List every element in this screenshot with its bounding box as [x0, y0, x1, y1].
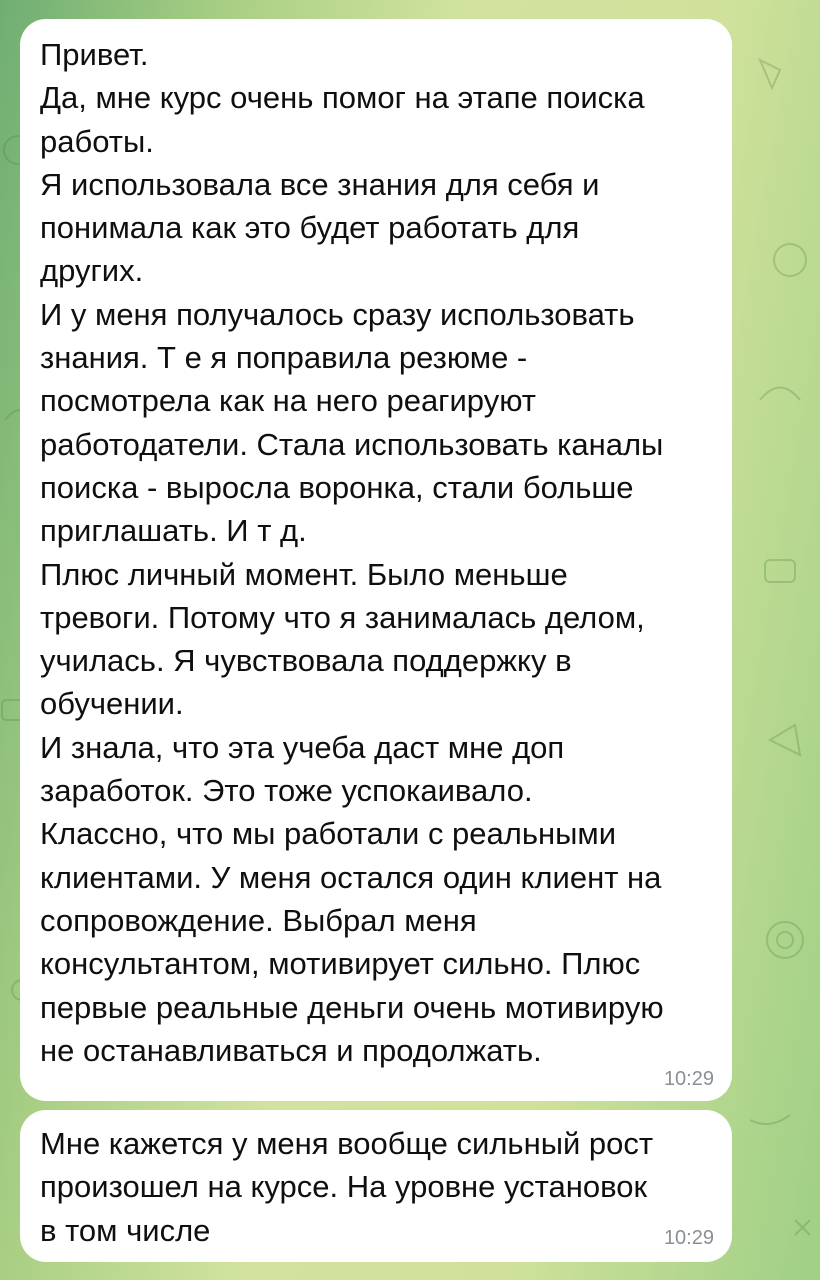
- message-text-line: в том числе: [40, 1212, 211, 1248]
- message-text-line: первые реальные деньги очень мотивирую: [40, 989, 664, 1025]
- message-timestamp: 10:29: [663, 1068, 714, 1090]
- message-text-line: поиска - выросла воронка, стали больше: [40, 469, 634, 505]
- message-timestamp: 10:29: [663, 1227, 714, 1249]
- message-text-line: обучении.: [40, 686, 184, 722]
- message-text-line: Привет.: [40, 37, 149, 72]
- message-text-line: понимала как это будет работать для: [40, 210, 580, 246]
- message-text-line: Да, мне курс очень помог на этапе поиска: [40, 80, 645, 116]
- message-text-line: работодатели. Стала использовать каналы: [40, 426, 664, 462]
- message-text-line: клиентами. У меня остался один клиент на: [40, 859, 662, 895]
- message-text-line: тревоги. Потому что я занималась делом,: [40, 599, 645, 635]
- message-text-line: Мне кажется у меня вообще сильный рост: [40, 1126, 654, 1161]
- message-text-line: посмотрела как на него реагируют: [40, 383, 536, 419]
- message-text-line: не останавливаться и продолжать.: [40, 1032, 542, 1068]
- message-text-line: И знала, что эта учеба даст мне доп: [40, 729, 565, 765]
- message-text-line: работы.: [40, 123, 154, 159]
- message-text-line: приглашать. И т д.: [40, 513, 307, 549]
- message-text-line: других.: [40, 253, 144, 289]
- message-text-line: знания. Т е я поправила резюме -: [40, 340, 528, 376]
- message-text-line: Я использовала все знания для себя и: [40, 166, 600, 202]
- message-text-line: заработок. Это тоже успокаивало.: [40, 773, 533, 809]
- message-text-line: И у меня получалось сразу использовать: [40, 296, 635, 332]
- message-text-line: училась. Я чувствовала поддержку в: [40, 643, 572, 679]
- message-bubble[interactable]: [20, 1110, 732, 1262]
- message-text-line: сопровождение. Выбрал меня: [40, 902, 477, 938]
- message-bubble[interactable]: [20, 19, 732, 1101]
- message-text-line: произошел на курсе. На уровне установок: [40, 1169, 648, 1205]
- message-text-line: Классно, что мы работали с реальными: [40, 816, 617, 852]
- message-text-line: Плюс личный момент. Было меньше: [40, 556, 568, 592]
- message-text-line: консультантом, мотивирует сильно. Плюс: [40, 946, 641, 982]
